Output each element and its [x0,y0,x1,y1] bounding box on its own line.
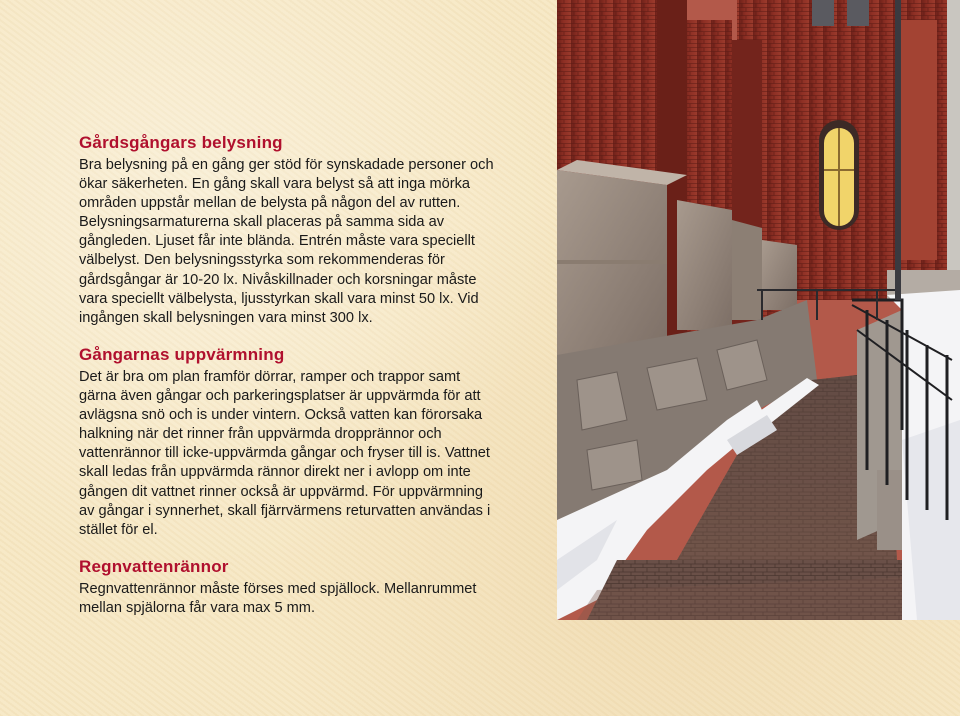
body-heating: Det är bra om plan framför dörrar, ramper och trappor samt gärna även gångar och parkeringsplatser är uppvärmda för att avlägsna snö och is under vintern. Också vatten kan förorsaka halkning när det rinner från uppvärmda dropprännor och vattenrännor till icke-uppvärmda gångar och fryser till is. Vattnet skall ledas från uppvärmda rännor direkt ner i avlopp om inte gången dit vattnet rinner också är uppvärmd. För uppvärmning av gångar i synnerhet, skall fjärrvärmens returvatten användas i stället för el. [79,369,491,538]
heading-heating: Gångarnas uppvärmning [79,345,285,364]
heading-lighting: Gårdsgångars belysning [79,133,283,152]
section-gutters [79,557,549,618]
body-gutters: Regnvattenrännor måste förses med spjällock. Mellanrummet mellan spjälorna får vara max 5 mm. [79,581,477,617]
section-lighting [79,133,549,328]
section-heating [79,345,549,540]
heading-gutters: Regnvattenrännor [79,557,229,576]
body-lighting: Bra belysning på en gång ger stöd för synskadade personer och ökar säkerheten. En gång skall vara belyst så att inga mörka områden uppstår mellan de belysta på någon del av rutten. Belysningsarmaturerna skall placeras på samma sida av gångleden. Ljuset får inte blända. Entrén måste vara speciellt välbelyst. Den belysningsstyrka som rekommenderas för gårdsgångar är 10-20 lx. Nivåskillnader och korsningar måste vara speciellt välbelysta, ljusstyrkan skall vara minst 50 lx. Vid ingången skall belysningen vara minst 300 lx. [79,157,494,326]
heated-walkway-photo [557,0,960,620]
